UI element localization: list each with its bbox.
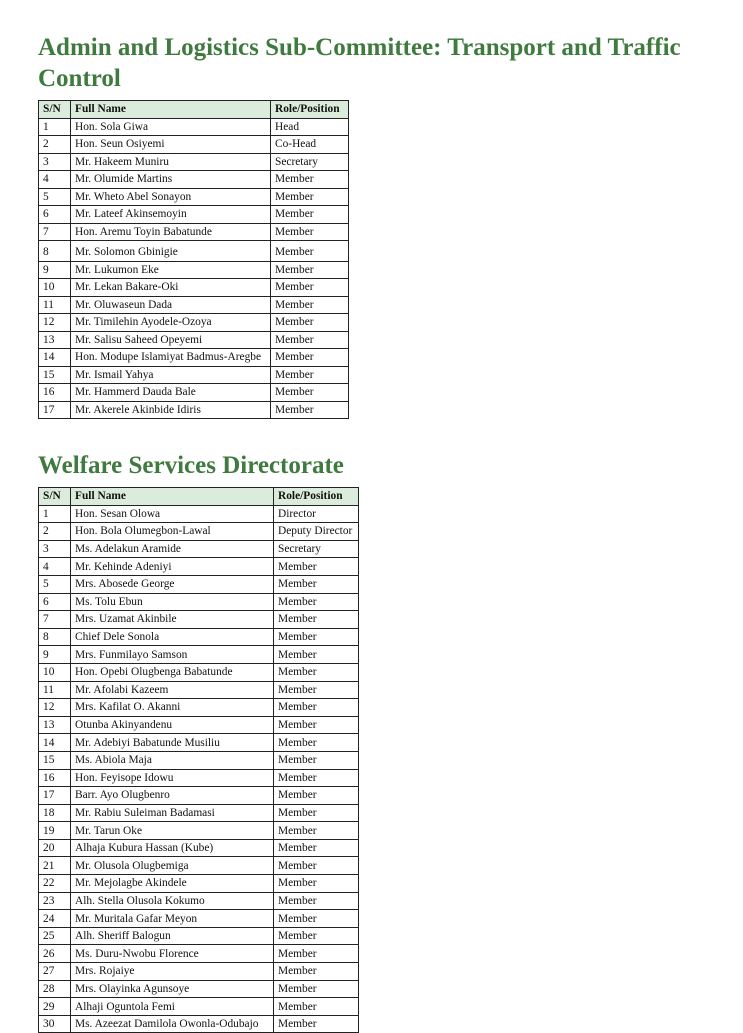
header-role: Role/Position	[274, 488, 359, 506]
cell-role: Member	[274, 875, 359, 893]
cell-full-name: Hon. Bola Olumegbon-Lawal	[71, 523, 274, 541]
cell-full-name: Mr. Mejolagbe Akindele	[71, 875, 274, 893]
cell-full-name: Alh. Stella Olusola Kokumo	[71, 892, 274, 910]
cell-role: Member	[271, 401, 349, 419]
cell-full-name: Hon. Sesan Olowa	[71, 505, 274, 523]
cell-full-name: Barr. Ayo Olugbenro	[71, 787, 274, 805]
table-row	[39, 558, 359, 576]
table-row	[39, 734, 359, 752]
table-row	[39, 1015, 359, 1033]
cell-role: Member	[271, 241, 349, 262]
cell-role: Member	[274, 839, 359, 857]
cell-sn: 25	[39, 927, 71, 945]
table-row	[39, 822, 359, 840]
cell-full-name: Mrs. Funmilayo Samson	[71, 646, 274, 664]
cell-role: Member	[274, 963, 359, 981]
header-sn: S/N	[39, 101, 71, 119]
cell-full-name: Chief Dele Sonola	[71, 628, 274, 646]
cell-sn: 15	[39, 751, 71, 769]
table-row	[39, 681, 359, 699]
cell-role: Head	[271, 118, 349, 136]
cell-role: Member	[274, 1015, 359, 1033]
cell-full-name: Mr. Ismail Yahya	[71, 366, 271, 384]
cell-full-name: Hon. Opebi Olugbenga Babatunde	[71, 663, 274, 681]
table-row	[39, 980, 359, 998]
cell-role: Member	[271, 314, 349, 332]
table-row	[39, 998, 359, 1016]
table-row	[39, 628, 359, 646]
cell-sn: 21	[39, 857, 71, 875]
cell-full-name: Ms. Azeezat Damilola Owonla-Odubajo	[71, 1015, 274, 1033]
cell-full-name: Ms. Abiola Maja	[71, 751, 274, 769]
cell-full-name: Ms. Tolu Ebun	[71, 593, 274, 611]
cell-sn: 16	[39, 384, 71, 402]
table-row	[39, 384, 349, 402]
cell-role: Member	[271, 223, 349, 241]
cell-sn: 29	[39, 998, 71, 1016]
table-row	[39, 769, 359, 787]
table-row	[39, 857, 359, 875]
cell-sn: 9	[39, 261, 71, 279]
cell-sn: 17	[39, 787, 71, 805]
table-row	[39, 787, 359, 805]
cell-sn: 15	[39, 366, 71, 384]
table-row	[39, 118, 349, 136]
table-row	[39, 136, 349, 154]
cell-role: Member	[274, 787, 359, 805]
cell-sn: 5	[39, 188, 71, 206]
table-row	[39, 261, 349, 279]
cell-role: Member	[274, 822, 359, 840]
cell-sn: 24	[39, 910, 71, 928]
cell-full-name: Mr. Timilehin Ayodele-Ozoya	[71, 314, 271, 332]
welfare-directorate-table	[38, 487, 359, 1033]
cell-sn: 9	[39, 646, 71, 664]
header-full-name: Full Name	[71, 101, 271, 119]
cell-role: Co-Head	[271, 136, 349, 154]
cell-role: Member	[274, 804, 359, 822]
table-row	[39, 153, 349, 171]
cell-sn: 7	[39, 223, 71, 241]
transport-committee-rows	[39, 118, 349, 419]
cell-full-name: Mr. Lateef Akinsemoyin	[71, 206, 271, 224]
cell-role: Member	[274, 910, 359, 928]
cell-sn: 8	[39, 241, 71, 262]
cell-role: Member	[271, 331, 349, 349]
cell-sn: 1	[39, 505, 71, 523]
cell-full-name: Mr. Afolabi Kazeem	[71, 681, 274, 699]
cell-role: Member	[274, 646, 359, 664]
table-row	[39, 188, 349, 206]
table-row	[39, 296, 349, 314]
table-row	[39, 540, 359, 558]
table-row	[39, 910, 359, 928]
cell-role: Member	[274, 593, 359, 611]
cell-sn: 8	[39, 628, 71, 646]
cell-full-name: Mr. Hammerd Dauda Bale	[71, 384, 271, 402]
cell-role: Member	[274, 857, 359, 875]
cell-role: Member	[271, 366, 349, 384]
cell-sn: 2	[39, 523, 71, 541]
table-row	[39, 523, 359, 541]
transport-committee-table	[38, 100, 349, 419]
cell-sn: 23	[39, 892, 71, 910]
cell-role: Member	[274, 716, 359, 734]
cell-sn: 1	[39, 118, 71, 136]
cell-sn: 17	[39, 401, 71, 419]
cell-sn: 4	[39, 171, 71, 189]
cell-sn: 20	[39, 839, 71, 857]
cell-full-name: Mrs. Kafilat O. Akanni	[71, 699, 274, 717]
cell-role: Member	[274, 575, 359, 593]
table-row	[39, 927, 359, 945]
cell-full-name: Hon. Aremu Toyin Babatunde	[71, 223, 271, 241]
cell-role: Member	[274, 734, 359, 752]
cell-full-name: Mr. Lekan Bakare-Oki	[71, 279, 271, 297]
cell-role: Member	[274, 892, 359, 910]
table-row	[39, 575, 359, 593]
table-row	[39, 241, 349, 262]
cell-sn: 12	[39, 314, 71, 332]
cell-sn: 10	[39, 279, 71, 297]
table-row	[39, 963, 359, 981]
cell-role: Secretary	[274, 540, 359, 558]
table-row	[39, 331, 349, 349]
cell-sn: 6	[39, 593, 71, 611]
cell-full-name: Hon. Sola Giwa	[71, 118, 271, 136]
table-header-row	[39, 488, 359, 506]
table-row	[39, 401, 349, 419]
cell-sn: 13	[39, 716, 71, 734]
cell-full-name: Mr. Salisu Saheed Opeyemi	[71, 331, 271, 349]
cell-sn: 11	[39, 681, 71, 699]
cell-role: Deputy Director	[274, 523, 359, 541]
cell-full-name: Ms. Duru-Nwobu Florence	[71, 945, 274, 963]
cell-role: Member	[271, 296, 349, 314]
cell-sn: 3	[39, 153, 71, 171]
table-row	[39, 804, 359, 822]
cell-role: Member	[271, 188, 349, 206]
cell-sn: 10	[39, 663, 71, 681]
cell-full-name: Mr. Hakeem Muniru	[71, 153, 271, 171]
table-row	[39, 839, 359, 857]
cell-role: Member	[274, 927, 359, 945]
cell-role: Member	[274, 663, 359, 681]
cell-full-name: Mr. Akerele Akinbide Idiris	[71, 401, 271, 419]
cell-full-name: Mr. Wheto Abel Sonayon	[71, 188, 271, 206]
header-sn: S/N	[39, 488, 71, 506]
table-row	[39, 716, 359, 734]
cell-full-name: Mrs. Abosede George	[71, 575, 274, 593]
header-full-name: Full Name	[71, 488, 274, 506]
table-row	[39, 875, 359, 893]
table-header-row	[39, 101, 349, 119]
cell-sn: 26	[39, 945, 71, 963]
cell-sn: 2	[39, 136, 71, 154]
table-row	[39, 314, 349, 332]
cell-sn: 19	[39, 822, 71, 840]
cell-role: Member	[271, 261, 349, 279]
table-row	[39, 611, 359, 629]
section-title-welfare: Welfare Services Directorate	[38, 452, 344, 479]
cell-sn: 11	[39, 296, 71, 314]
cell-sn: 14	[39, 349, 71, 367]
section-title-transport: Admin and Logistics Sub-Committee: Transport and Traffic Control	[38, 34, 681, 92]
cell-full-name: Mr. Olusola Olugbemiga	[71, 857, 274, 875]
cell-full-name: Alhaja Kubura Hassan (Kube)	[71, 839, 274, 857]
cell-sn: 4	[39, 558, 71, 576]
cell-sn: 3	[39, 540, 71, 558]
header-role: Role/Position	[271, 101, 349, 119]
cell-full-name: Mr. Lukumon Eke	[71, 261, 271, 279]
cell-sn: 7	[39, 611, 71, 629]
cell-full-name: Mr. Tarun Oke	[71, 822, 274, 840]
cell-full-name: Alh. Sheriff Balogun	[71, 927, 274, 945]
table-row	[39, 223, 349, 241]
cell-role: Member	[274, 945, 359, 963]
cell-full-name: Ms. Adelakun Aramide	[71, 540, 274, 558]
cell-full-name: Mrs. Olayinka Agunsoye	[71, 980, 274, 998]
table-row	[39, 945, 359, 963]
table-row	[39, 646, 359, 664]
cell-full-name: Mr. Oluwaseun Dada	[71, 296, 271, 314]
table-row	[39, 663, 359, 681]
cell-sn: 6	[39, 206, 71, 224]
cell-role: Member	[274, 611, 359, 629]
cell-full-name: Hon. Modupe Islamiyat Badmus-Aregbe	[71, 349, 271, 367]
cell-full-name: Mrs. Rojaiye	[71, 963, 274, 981]
table-row	[39, 892, 359, 910]
table-row	[39, 349, 349, 367]
cell-full-name: Hon. Feyisope Idowu	[71, 769, 274, 787]
cell-role: Member	[271, 349, 349, 367]
cell-role: Member	[271, 206, 349, 224]
cell-role: Member	[271, 384, 349, 402]
cell-role: Director	[274, 505, 359, 523]
cell-role: Member	[274, 558, 359, 576]
cell-sn: 28	[39, 980, 71, 998]
cell-full-name: Mr. Kehinde Adeniyi	[71, 558, 274, 576]
cell-full-name: Hon. Seun Osiyemi	[71, 136, 271, 154]
cell-full-name: Mrs. Uzamat Akinbile	[71, 611, 274, 629]
table-row	[39, 505, 359, 523]
cell-sn: 22	[39, 875, 71, 893]
table-row	[39, 751, 359, 769]
cell-role: Secretary	[271, 153, 349, 171]
table-row	[39, 279, 349, 297]
cell-sn: 30	[39, 1015, 71, 1033]
cell-role: Member	[274, 980, 359, 998]
cell-sn: 13	[39, 331, 71, 349]
table-row	[39, 593, 359, 611]
cell-full-name: Mr. Muritala Gafar Meyon	[71, 910, 274, 928]
cell-role: Member	[274, 699, 359, 717]
cell-full-name: Mr. Rabiu Suleiman Badamasi	[71, 804, 274, 822]
cell-sn: 18	[39, 804, 71, 822]
cell-sn: 12	[39, 699, 71, 717]
cell-role: Member	[271, 279, 349, 297]
table-row	[39, 366, 349, 384]
cell-role: Member	[274, 998, 359, 1016]
cell-role: Member	[274, 681, 359, 699]
cell-role: Member	[274, 628, 359, 646]
table-row	[39, 206, 349, 224]
cell-sn: 16	[39, 769, 71, 787]
cell-full-name: Otunba Akinyandenu	[71, 716, 274, 734]
cell-role: Member	[271, 171, 349, 189]
cell-sn: 5	[39, 575, 71, 593]
cell-role: Member	[274, 769, 359, 787]
cell-role: Member	[274, 751, 359, 769]
cell-full-name: Alhaji Oguntola Femi	[71, 998, 274, 1016]
cell-full-name: Mr. Olumide Martins	[71, 171, 271, 189]
cell-full-name: Mr. Adebiyi Babatunde Musiliu	[71, 734, 274, 752]
welfare-directorate-rows	[39, 505, 359, 1033]
cell-sn: 14	[39, 734, 71, 752]
cell-full-name: Mr. Solomon Gbinigie	[71, 241, 271, 262]
table-row	[39, 699, 359, 717]
cell-sn: 27	[39, 963, 71, 981]
table-row	[39, 171, 349, 189]
